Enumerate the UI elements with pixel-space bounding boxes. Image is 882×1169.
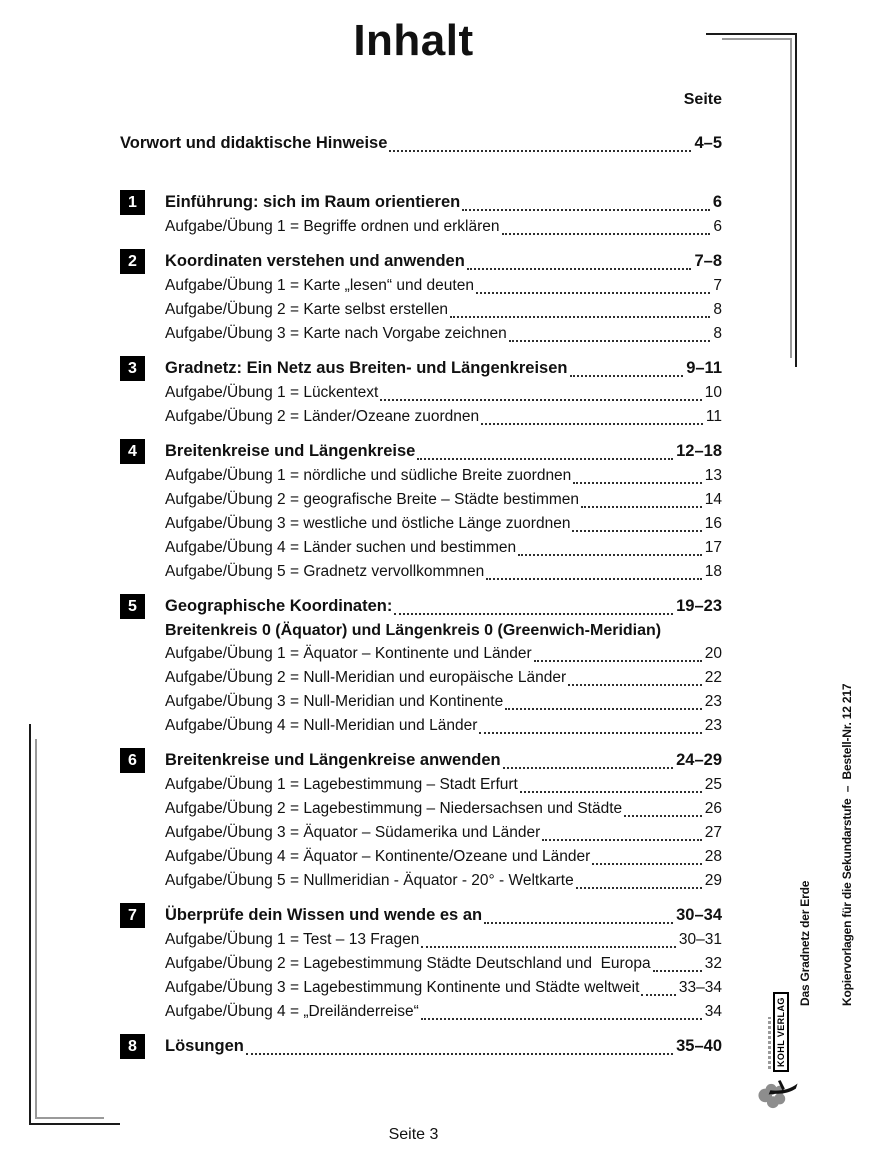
toc-entry bbox=[165, 928, 722, 952]
page-number: 33–34 bbox=[678, 979, 722, 996]
page-number: 24–29 bbox=[676, 751, 722, 769]
dotted-leader bbox=[484, 922, 673, 924]
page-number: 26 bbox=[704, 800, 722, 817]
preface-entry bbox=[120, 131, 722, 156]
entry-label: Aufgabe/Übung 5 = Gradnetz vervollkommnen bbox=[165, 563, 485, 580]
dotted-leader bbox=[467, 268, 692, 270]
toc-sections bbox=[120, 190, 722, 1059]
section-title: Überprüfe dein Wissen und wende es an bbox=[165, 906, 483, 924]
dotted-leader bbox=[509, 340, 711, 342]
entry-label: Aufgabe/Übung 1 = nördliche und südliche Breite zuordnen bbox=[165, 467, 572, 484]
page-number: 4–5 bbox=[694, 134, 722, 152]
toc-entry bbox=[165, 405, 722, 429]
section-heading bbox=[165, 249, 722, 274]
section-number-badge: 8 bbox=[120, 1034, 145, 1059]
entry-label: Aufgabe/Übung 1 = Äquator – Kontinente und Länder bbox=[165, 645, 532, 662]
dotted-leader bbox=[592, 863, 701, 865]
dotted-leader bbox=[502, 233, 711, 235]
entry-label: Aufgabe/Übung 1 = Begriffe ordnen und erklären bbox=[165, 218, 500, 235]
entry-label: Aufgabe/Übung 4 = Länder suchen und bestimmen bbox=[165, 539, 517, 556]
page-number: 17 bbox=[704, 539, 722, 556]
dotted-leader bbox=[481, 423, 703, 425]
section-number-badge: 6 bbox=[120, 748, 145, 773]
footer-page-label: Seite 3 bbox=[388, 1126, 439, 1143]
column-header-seite: Seite bbox=[683, 91, 722, 108]
entry-label: Aufgabe/Übung 2 = Länder/Ozeane zuordnen bbox=[165, 408, 480, 425]
page-number: 7 bbox=[713, 277, 722, 294]
page-number: 10 bbox=[704, 384, 722, 401]
section-title: Breitenkreise und Längenkreise anwenden bbox=[165, 751, 501, 769]
dotted-leader bbox=[462, 209, 710, 211]
sidebar-book-title: Das Gradnetz der Erde bbox=[798, 880, 812, 1006]
dotted-leader bbox=[518, 554, 702, 556]
entry-label: Aufgabe/Übung 1 = Lückentext bbox=[165, 384, 379, 401]
entry-label: Aufgabe/Übung 2 = geografische Breite – Städte bestimmen bbox=[165, 491, 580, 508]
section-number-badge: 5 bbox=[120, 594, 145, 619]
toc-section-5 bbox=[120, 594, 722, 738]
entry-label: Aufgabe/Übung 3 = westliche und östliche Länge zuordnen bbox=[165, 515, 571, 532]
dotted-leader bbox=[520, 791, 702, 793]
entry-label: Aufgabe/Übung 5 = Nullmeridian - Äquator - 20° - Weltkarte bbox=[165, 872, 574, 889]
page-number: 14 bbox=[704, 491, 722, 508]
toc-section-3 bbox=[120, 356, 722, 429]
toc-entry bbox=[165, 464, 722, 488]
toc-entry bbox=[165, 322, 722, 346]
dotted-leader bbox=[394, 613, 673, 615]
entry-label: Aufgabe/Übung 4 = Äquator – Kontinente/Ozeane und Länder bbox=[165, 848, 591, 865]
publisher-logo bbox=[753, 997, 803, 1109]
page-number: 16 bbox=[704, 515, 722, 532]
page-number: 29 bbox=[704, 872, 722, 889]
dotted-leader bbox=[476, 292, 710, 294]
entry-label: Aufgabe/Übung 3 = Lagebestimmung Kontinente und Städte weltweit bbox=[165, 979, 640, 996]
section-heading bbox=[165, 748, 722, 773]
entry-label: Aufgabe/Übung 4 = Null-Meridian und Länder bbox=[165, 717, 478, 734]
page-number: 6 bbox=[712, 193, 722, 211]
page-number: 8 bbox=[713, 325, 722, 342]
toc-section-6 bbox=[120, 748, 722, 893]
page-title: Inhalt bbox=[353, 16, 474, 65]
dotted-leader bbox=[581, 506, 702, 508]
entry-label: Aufgabe/Übung 3 = Null-Meridian und Kontinente bbox=[165, 693, 504, 710]
toc-section-4 bbox=[120, 439, 722, 584]
page-number: 6 bbox=[713, 218, 722, 235]
toc-entry bbox=[165, 488, 722, 512]
table-of-contents bbox=[120, 92, 722, 1059]
dotted-leader bbox=[641, 994, 676, 996]
entry-label: Aufgabe/Übung 2 = Null-Meridian und europäische Länder bbox=[165, 669, 567, 686]
toc-entry bbox=[165, 690, 722, 714]
section-title: Koordinaten verstehen und anwenden bbox=[165, 252, 465, 270]
dotted-leader bbox=[572, 530, 701, 532]
dotted-leader bbox=[570, 375, 684, 377]
section-subtitle: Breitenkreis 0 (Äquator) und Längenkreis 0 (Greenwich-Meridian) bbox=[165, 622, 662, 639]
toc-entry bbox=[165, 274, 722, 298]
toc-entry bbox=[165, 976, 722, 1000]
toc-entry bbox=[165, 298, 722, 322]
toc-entry bbox=[165, 845, 722, 869]
entry-label: Aufgabe/Übung 1 = Test – 13 Fragen bbox=[165, 931, 420, 948]
page-number: 19–23 bbox=[676, 597, 722, 615]
dotted-leader bbox=[417, 458, 673, 460]
entry-label: Aufgabe/Übung 1 = Karte „lesen“ und deuten bbox=[165, 277, 474, 294]
entry-label: Aufgabe/Übung 3 = Äquator – Südamerika und Länder bbox=[165, 824, 541, 841]
page-number: 35–40 bbox=[676, 1037, 722, 1055]
dotted-leader bbox=[505, 708, 702, 710]
dotted-leader bbox=[421, 946, 676, 948]
dotted-leader bbox=[421, 1018, 702, 1020]
toc-section-7 bbox=[120, 903, 722, 1024]
section-title: Gradnetz: Ein Netz aus Breiten- und Längenkreisen bbox=[165, 359, 568, 377]
dotted-leader bbox=[503, 767, 674, 769]
toc-entry bbox=[165, 714, 722, 738]
page-number: 18 bbox=[704, 563, 722, 580]
section-heading bbox=[165, 903, 722, 928]
toc-entry bbox=[165, 536, 722, 560]
dotted-leader bbox=[486, 578, 702, 580]
entry-label: Aufgabe/Übung 2 = Lagebestimmung Städte Deutschland und Europa bbox=[165, 955, 651, 972]
corner-ornament-top-right-inner bbox=[722, 38, 792, 358]
page-number: 23 bbox=[704, 717, 722, 734]
dotted-leader bbox=[573, 482, 701, 484]
section-title: Lösungen bbox=[165, 1037, 244, 1055]
toc-entry bbox=[165, 381, 722, 405]
dotted-leader bbox=[653, 970, 702, 972]
toc-entry bbox=[165, 797, 722, 821]
entry-label: Aufgabe/Übung 2 = Karte selbst erstellen bbox=[165, 301, 449, 318]
toc-entry bbox=[165, 666, 722, 690]
section-heading bbox=[165, 356, 722, 381]
dotted-leader bbox=[380, 399, 701, 401]
entry-label: Vorwort und didaktische Hinweise bbox=[120, 134, 388, 152]
page-number: 8 bbox=[713, 301, 722, 318]
section-number-badge: 7 bbox=[120, 903, 145, 928]
corner-ornament-bottom-left-inner bbox=[35, 739, 104, 1119]
dotted-leader bbox=[542, 839, 701, 841]
page-number: 23 bbox=[704, 693, 722, 710]
page-number: 22 bbox=[704, 669, 722, 686]
section-number-badge: 2 bbox=[120, 249, 145, 274]
toc-entry bbox=[165, 215, 722, 239]
entry-label: Aufgabe/Übung 2 = Lagebestimmung – Niedersachsen und Städte bbox=[165, 800, 623, 817]
section-title: Geographische Koordinaten: bbox=[165, 597, 393, 615]
section-heading bbox=[165, 1034, 722, 1059]
toc-entry bbox=[165, 512, 722, 536]
dotted-leader bbox=[479, 732, 701, 734]
toc-entry bbox=[165, 821, 722, 845]
toc-entry bbox=[165, 952, 722, 976]
publisher-name: KOHL VERLAG bbox=[773, 992, 789, 1072]
page-number: 7–8 bbox=[694, 252, 722, 270]
page-number: 30–34 bbox=[676, 906, 722, 924]
section-number-badge: 3 bbox=[120, 356, 145, 381]
dotted-leader bbox=[576, 887, 702, 889]
dotted-leader bbox=[450, 316, 710, 318]
section-heading bbox=[165, 594, 722, 619]
page-number: 34 bbox=[704, 1003, 722, 1020]
sidebar-vertical-text bbox=[770, 683, 854, 1006]
toc-entry bbox=[165, 773, 722, 797]
logo-slogan-fineprint bbox=[768, 1017, 771, 1069]
entry-label: Aufgabe/Übung 1 = Lagebestimmung – Stadt Erfurt bbox=[165, 776, 518, 793]
toc-entry bbox=[165, 642, 722, 666]
section-heading bbox=[165, 439, 722, 464]
toc-section-8 bbox=[120, 1034, 722, 1059]
tree-icon bbox=[756, 1075, 800, 1109]
dotted-leader bbox=[534, 660, 702, 662]
entry-label: Aufgabe/Übung 4 = „Dreiländerreise“ bbox=[165, 1003, 419, 1020]
sidebar-series-info: Kopiervorlagen für die Sekundarstufe – Bestell-Nr. 12 217 bbox=[840, 683, 854, 1006]
section-heading bbox=[165, 190, 722, 215]
toc-entry bbox=[165, 1000, 722, 1024]
dotted-leader bbox=[568, 684, 702, 686]
toc-section-2 bbox=[120, 249, 722, 346]
page-number: 9–11 bbox=[686, 359, 722, 377]
entry-label: Aufgabe/Übung 3 = Karte nach Vorgabe zeichnen bbox=[165, 325, 507, 342]
page-number: 27 bbox=[704, 824, 722, 841]
page-number: 28 bbox=[704, 848, 722, 865]
page-number: 13 bbox=[704, 467, 722, 484]
dotted-leader bbox=[246, 1053, 673, 1055]
page-number: 20 bbox=[704, 645, 722, 662]
page-number: 11 bbox=[705, 408, 722, 425]
section-title: Einführung: sich im Raum orientieren bbox=[165, 193, 461, 211]
toc-entry bbox=[165, 560, 722, 584]
toc-entry bbox=[165, 869, 722, 893]
section-title: Breitenkreise und Längenkreise bbox=[165, 442, 416, 460]
section-number-badge: 4 bbox=[120, 439, 145, 464]
page-number: 12–18 bbox=[676, 442, 722, 460]
dotted-leader bbox=[624, 815, 702, 817]
page-number: 30–31 bbox=[678, 931, 722, 948]
page-number: 25 bbox=[704, 776, 722, 793]
toc-section-1 bbox=[120, 190, 722, 239]
dotted-leader bbox=[389, 150, 691, 152]
page-number: 32 bbox=[704, 955, 722, 972]
section-number-badge: 1 bbox=[120, 190, 145, 215]
